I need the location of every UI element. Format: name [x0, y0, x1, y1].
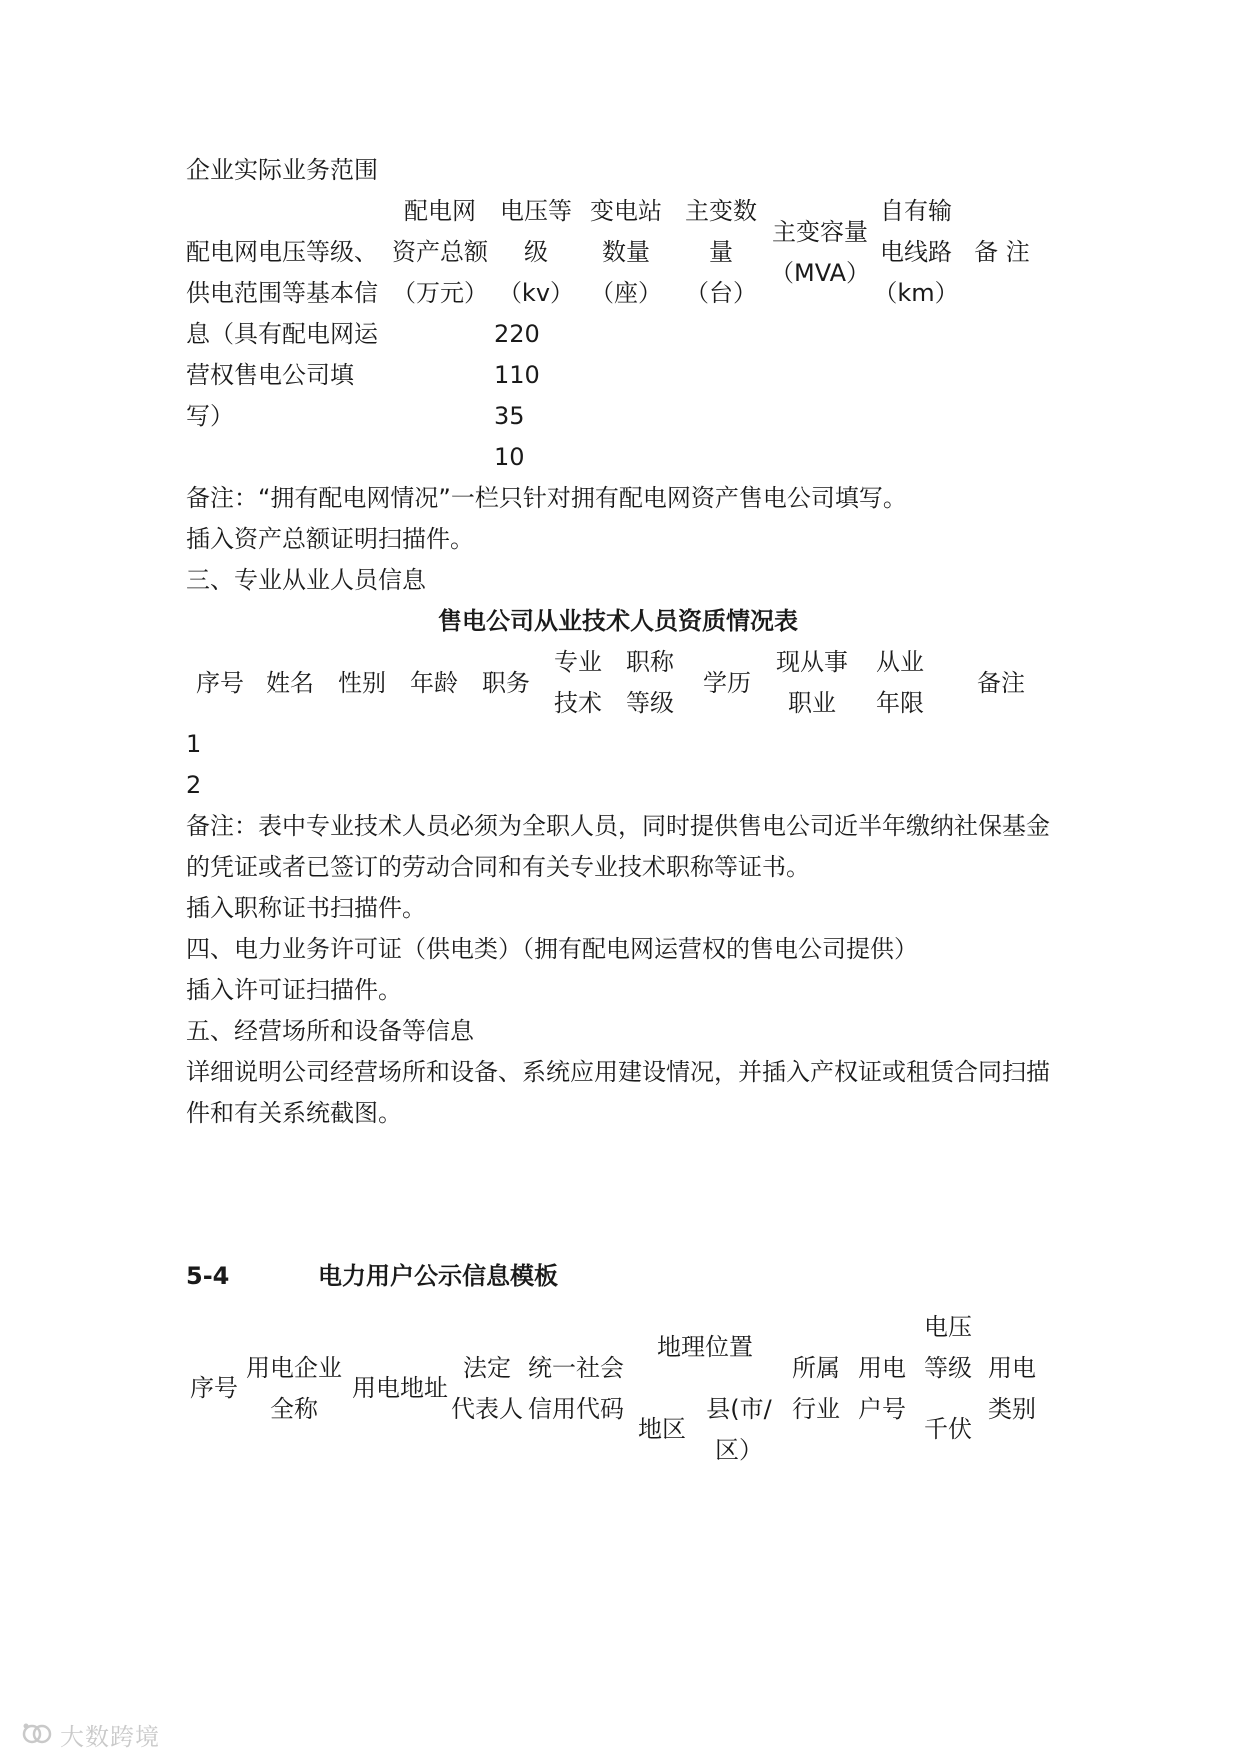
- header-line: 等级: [924, 1354, 972, 1382]
- section-four-heading: 四、电力业务许可证（供电类）（拥有配电网运营权的售电公司提供）: [186, 935, 918, 963]
- header-line: 行业: [792, 1395, 840, 1423]
- header-line: 职业: [788, 689, 836, 717]
- voltage-value: 110: [494, 361, 540, 389]
- header-position: 职务: [482, 669, 530, 697]
- row-label-line: 营权售电公司填: [186, 361, 354, 389]
- voltage-value: 35: [494, 402, 525, 430]
- license-insert-instruction: 插入许可证扫描件。: [186, 976, 402, 1004]
- section-three-heading: 三、专业从业人员信息: [186, 566, 426, 594]
- certificate-insert-instruction: 插入职称证书扫描件。: [186, 894, 426, 922]
- header-line: 量: [709, 238, 733, 266]
- header-line: 全称: [270, 1395, 318, 1423]
- header-line: （km）: [873, 279, 959, 307]
- staff-table-title: 售电公司从业技术人员资质情况表: [438, 607, 798, 635]
- asset-insert-instruction: 插入资产总额证明扫描件。: [186, 525, 474, 553]
- voltage-value: 220: [494, 320, 540, 348]
- section-five-heading: 五、经营场所和设备等信息: [186, 1017, 474, 1045]
- row-label-line: 息（具有配电网运: [186, 320, 378, 348]
- header-region: 地区: [638, 1415, 686, 1443]
- table-row: 2: [186, 771, 202, 799]
- header-line: 职称: [626, 648, 674, 676]
- header-line: 统一社会: [528, 1354, 624, 1382]
- header-line: 专业: [554, 648, 602, 676]
- header-line: 变电站: [590, 197, 662, 225]
- header-line: 数量: [602, 238, 650, 266]
- row-label-line: 供电范围等基本信: [186, 279, 378, 307]
- header-line: 主变数: [685, 197, 757, 225]
- header-line: 资产总额: [392, 238, 488, 266]
- header-line: 配电网: [404, 197, 476, 225]
- header-kilovolt: 千伏: [924, 1415, 972, 1443]
- watermark-logo: [22, 1718, 160, 1750]
- header-line: （万元）: [392, 279, 488, 307]
- header-remarks: 备注: [977, 669, 1025, 697]
- header-line: 县(市/: [706, 1395, 772, 1423]
- header-line: 自有输: [880, 197, 952, 225]
- header-serial: 序号: [196, 669, 244, 697]
- header-line: 区）: [715, 1436, 763, 1464]
- header-line: 信用代码: [528, 1395, 624, 1423]
- header-serial: 序号: [190, 1374, 238, 1402]
- header-line: （座）: [590, 279, 662, 307]
- header-line: 等级: [626, 689, 674, 717]
- row-label-line: 配电网电压等级、: [186, 238, 378, 266]
- table-row: 1: [186, 730, 202, 758]
- header-line: 年限: [876, 689, 924, 717]
- header-line: （MVA）: [769, 259, 870, 287]
- template-number: 5-4: [186, 1262, 230, 1290]
- header-line: 所属: [792, 1354, 840, 1382]
- brand-logo-icon: [22, 1722, 52, 1746]
- header-line: 电线路: [880, 238, 952, 266]
- header-education: 学历: [703, 669, 751, 697]
- header-address: 用电地址: [352, 1374, 448, 1402]
- header-line: 级: [524, 238, 548, 266]
- header-age: 年龄: [410, 669, 458, 697]
- header-gender: 性别: [338, 669, 386, 697]
- watermark-text: 大数跨境: [60, 1722, 160, 1751]
- voltage-value: 10: [494, 443, 525, 471]
- header-line: 用电企业: [246, 1354, 342, 1382]
- staff-note-line: 的凭证或者已签订的劳动合同和有关专业技术职称等证书。: [186, 853, 810, 881]
- section-five-body-line: 件和有关系统截图。: [186, 1099, 402, 1127]
- header-line: 用电: [988, 1354, 1036, 1382]
- header-line: 电压等: [500, 197, 572, 225]
- header-name: 姓名: [266, 669, 314, 697]
- business-scope-label: 企业实际业务范围: [186, 156, 378, 184]
- header-line: 类别: [988, 1395, 1036, 1423]
- header-line: 从业: [876, 648, 924, 676]
- staff-note-line: 备注：表中专业技术人员必须为全职人员，同时提供售电公司近半年缴纳社保基金: [186, 812, 1050, 840]
- header-line: （台）: [685, 279, 757, 307]
- header-line: 法定: [463, 1354, 511, 1382]
- header-line: （kv）: [497, 279, 575, 307]
- row-label-line: 写）: [186, 402, 234, 430]
- header-line: 电压: [924, 1313, 972, 1341]
- header-line: 现从事: [776, 648, 848, 676]
- template-title: 电力用户公示信息模板: [318, 1262, 558, 1290]
- section-five-body-line: 详细说明公司经营场所和设备、系统应用建设情况，并插入产权证或租赁合同扫描: [186, 1058, 1050, 1086]
- header-line: 主变容量: [772, 218, 868, 246]
- header-line: 技术: [554, 689, 602, 717]
- header-line: 代表人: [451, 1395, 523, 1423]
- header-line: 户号: [858, 1395, 906, 1423]
- header-line: 用电: [858, 1354, 906, 1382]
- header-remarks: 备 注: [974, 238, 1030, 266]
- header-geo-location: 地理位置: [657, 1333, 753, 1361]
- network-note: 备注：“拥有配电网情况”一栏只针对拥有配电网资产售电公司填写。: [186, 484, 907, 512]
